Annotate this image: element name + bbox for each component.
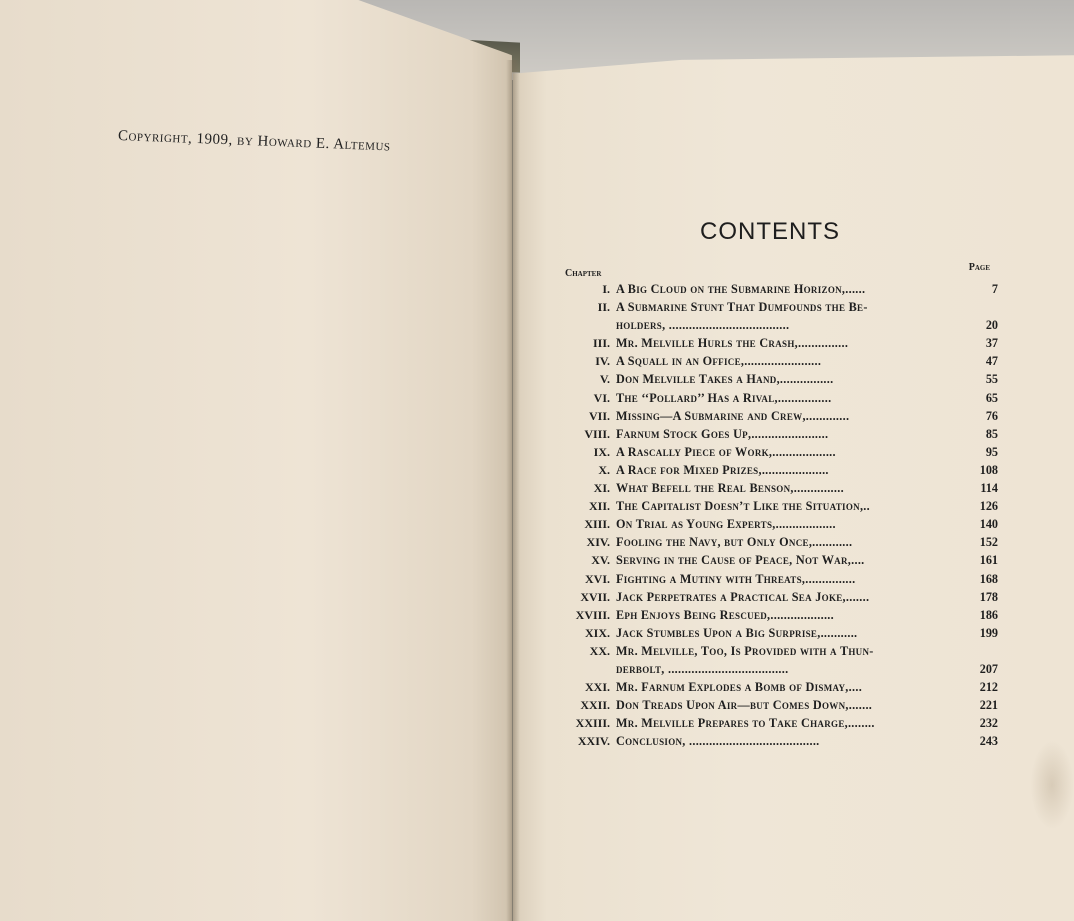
- page-stain: [1030, 740, 1074, 830]
- chapter-number: VIII.: [584, 426, 610, 441]
- chapter-title: Conclusion, .......................................: [616, 734, 820, 749]
- page-number: 76: [985, 408, 998, 423]
- chapter-number: XV.: [591, 553, 610, 568]
- chapter-title: A Big Cloud on the Submarine Horizon,......: [616, 282, 866, 296]
- page-number: 152: [979, 535, 998, 550]
- page-number: 37: [985, 336, 998, 351]
- page-number: 186: [979, 607, 998, 622]
- chapter-title: derbolt, ....................................: [616, 661, 789, 676]
- chapter-number: III.: [592, 336, 610, 351]
- toc-entry: [560, 551, 998, 569]
- toc-entry: [560, 732, 998, 750]
- chapter-title: The Capitalist Doesn’t Like the Situation,..: [616, 499, 870, 514]
- page-number: 243: [979, 734, 998, 749]
- toc-entry: [560, 407, 998, 425]
- chapter-number: VI.: [593, 390, 610, 405]
- toc-entry: [560, 461, 998, 479]
- chapter-title: A Squall in an Office,.......................: [616, 354, 822, 369]
- toc-entry: [560, 425, 998, 443]
- chapter-number: XX.: [589, 643, 610, 658]
- chapter-heading: Chapter: [565, 268, 602, 279]
- page-number: 108: [979, 462, 998, 477]
- chapter-number: XXIII.: [575, 716, 610, 731]
- chapter-number: XI.: [593, 481, 610, 496]
- page-heading: Page: [968, 262, 990, 273]
- page-number: 126: [979, 499, 998, 514]
- toc-entry: [560, 352, 998, 370]
- chapter-title: Mr. Melville Hurls the Crash,...............: [616, 336, 849, 351]
- chapter-number: XIII.: [584, 517, 610, 532]
- chapter-title: On Trial as Young Experts,..................: [616, 517, 836, 532]
- chapter-title: A Rascally Piece of Work,...................: [616, 444, 836, 459]
- chapter-title: Missing—A Submarine and Crew,.............: [616, 408, 850, 423]
- toc-entry: [560, 316, 998, 334]
- chapter-number: XXIV.: [577, 734, 610, 749]
- chapter-title: holders, ....................................: [616, 318, 790, 333]
- chapter-number: IV.: [595, 354, 610, 369]
- chapter-title: Don Melville Takes a Hand,................: [616, 372, 834, 387]
- chapter-title: The ‘‘Pollard’’ Has a Rival,................: [616, 390, 832, 405]
- page-number: 47: [985, 354, 998, 369]
- chapter-number: XXII.: [580, 698, 610, 713]
- page-number: 161: [979, 553, 998, 568]
- chapter-title: A Submarine Stunt That Dumfounds the Be-: [616, 300, 868, 315]
- page-number: 95: [985, 444, 998, 459]
- toc-entry: [560, 696, 998, 714]
- chapter-title: Serving in the Cause of Peace, Not War,....: [616, 553, 865, 568]
- chapter-number: I.: [602, 282, 610, 296]
- toc-entry: [560, 479, 998, 497]
- toc-entry: [560, 588, 998, 606]
- chapter-title: Eph Enjoys Being Rescued,...................: [616, 607, 834, 622]
- toc-entry: [560, 334, 998, 352]
- chapter-title: What Befell the Real Benson,...............: [616, 481, 844, 496]
- chapter-title: Mr. Melville, Too, Is Provided with a Thun-: [616, 643, 874, 658]
- toc-entry: [560, 298, 998, 316]
- table-of-contents: [560, 280, 998, 750]
- chapter-number: IX.: [593, 444, 610, 459]
- page-number: 221: [979, 698, 998, 713]
- chapter-title: Fooling the Navy, but Only Once,............: [616, 535, 853, 550]
- chapter-title: Farnum Stock Goes Up,.......................: [616, 426, 829, 441]
- page-number: 212: [979, 680, 998, 695]
- chapter-number: V.: [599, 372, 610, 387]
- toc-entry: [560, 606, 998, 624]
- contents-title: CONTENTS: [700, 218, 840, 245]
- toc-entry: [560, 515, 998, 533]
- chapter-number: VII.: [588, 408, 610, 423]
- toc-entry: [560, 497, 998, 515]
- toc-entry: [560, 624, 998, 642]
- chapter-title: Jack Stumbles Upon a Big Surprise,...........: [616, 625, 858, 640]
- page-number: 85: [985, 426, 998, 441]
- page-number: 55: [985, 372, 998, 387]
- page-number: 232: [979, 716, 998, 731]
- toc-entry: [560, 642, 998, 660]
- toc-entry: [560, 570, 998, 588]
- chapter-number: X.: [598, 462, 610, 477]
- chapter-title: Jack Perpetrates a Practical Sea Joke,.......: [616, 589, 870, 604]
- page-number: 178: [979, 589, 998, 604]
- toc-entry: [560, 443, 998, 461]
- chapter-title: Mr. Melville Prepares to Take Charge,........: [616, 716, 875, 731]
- toc-entry: [560, 280, 998, 298]
- toc-header: [565, 262, 990, 282]
- chapter-title: Don Treads Upon Air—but Comes Down,.......: [616, 698, 873, 713]
- chapter-number: XVII.: [580, 589, 610, 604]
- toc-entry: [560, 678, 998, 696]
- chapter-number: XXI.: [584, 680, 610, 695]
- chapter-title: Fighting a Mutiny with Threats,...............: [616, 571, 856, 586]
- page-number: 168: [979, 571, 998, 586]
- page-number: 7: [991, 282, 998, 296]
- toc-entry: [560, 533, 998, 551]
- chapter-number: XIX.: [584, 625, 610, 640]
- book-gutter: [506, 60, 520, 921]
- page-number: 114: [980, 481, 998, 496]
- chapter-title: Mr. Farnum Explodes a Bomb of Dismay,....: [616, 680, 863, 695]
- toc-entry: [560, 660, 998, 678]
- page-number: 140: [979, 517, 998, 532]
- toc-entry: [560, 370, 998, 388]
- toc-entry: [560, 389, 998, 407]
- chapter-number: XVIII.: [575, 607, 610, 622]
- chapter-number: XVI.: [584, 571, 610, 586]
- page-number: 20: [985, 318, 998, 333]
- page-number: 199: [979, 625, 998, 640]
- page-number: 207: [979, 661, 998, 676]
- copyright-notice: Copyright, 1909, by Howard E. Altemus: [117, 128, 391, 155]
- chapter-number: XIV.: [586, 535, 610, 550]
- chapter-number: II.: [597, 300, 610, 315]
- page-number: 65: [985, 390, 998, 405]
- toc-entry: [560, 714, 998, 732]
- chapter-title: A Race for Mixed Prizes,....................: [616, 462, 829, 477]
- chapter-number: XII.: [588, 499, 610, 514]
